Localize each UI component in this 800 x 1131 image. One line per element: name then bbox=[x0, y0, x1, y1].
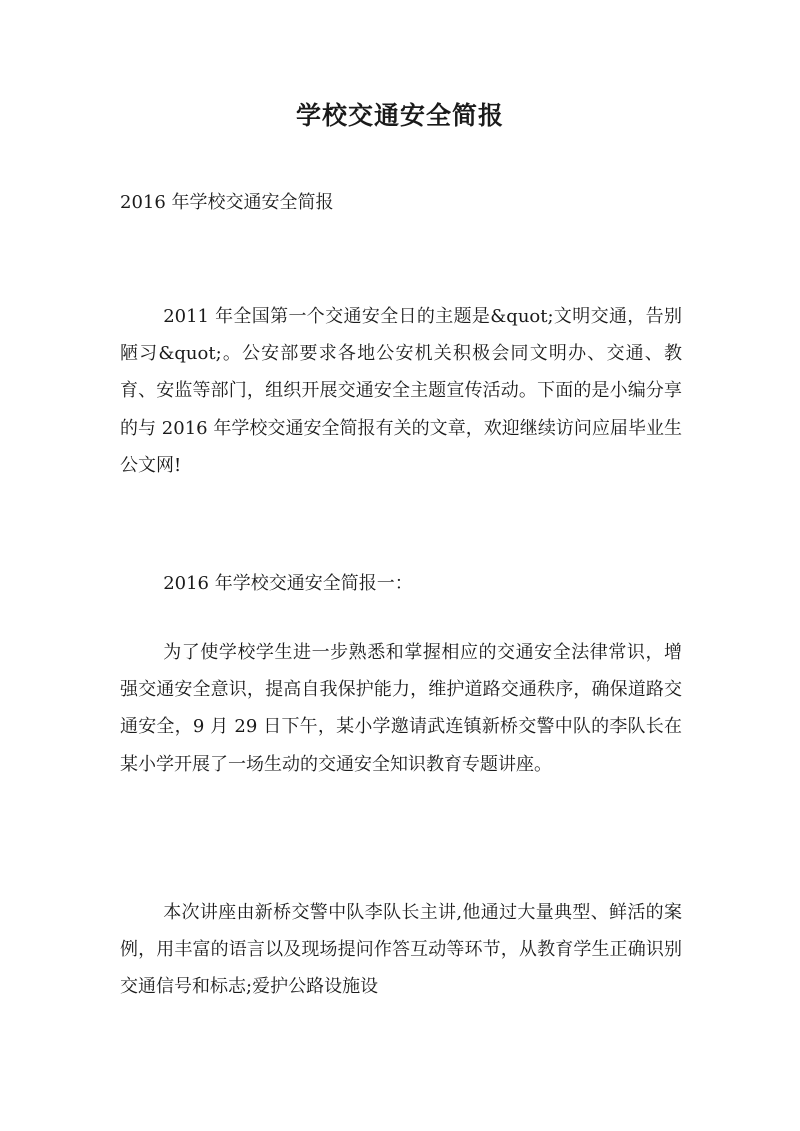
document-title: 学校交通安全简报 bbox=[295, 101, 504, 130]
paragraph-intro: 2011 年全国第一个交通安全日的主题是&quot;文明交通，告别陋习&quot;。公安部要求各地公安机关积极会同文明办、交通、教育、安监等部门，组织开展交通安全主题宣传活动。下面的是小编分享的与 2016 年学校交通安全简报有关的文章，欢迎继续访问应届毕业生公文网! bbox=[120, 306, 682, 476]
document-subtitle: 2016 年学校交通安全简报 bbox=[120, 192, 334, 213]
paragraph-body: 本次讲座由新桥交警中队李队长主讲,他通过大量典型、鲜活的案例，用丰富的语言以及现场提问作答互动等环节，从教育学生正确识别交通信号和标志;爱护公路设施设 bbox=[120, 902, 682, 998]
paragraph-body: 为了使学校学生进一步熟悉和掌握相应的交通安全法律常识，增强交通安全意识，提高自我保护能力，维护道路交通秩序，确保道路交通安全，9 月 29 日下午，某小学邀请武连镇新桥交警中队的李队长在某小学开展了一场生动的交通安全知识教育专题讲座。 bbox=[120, 642, 682, 775]
section-heading: 2016 年学校交通安全简报一： bbox=[163, 573, 413, 594]
